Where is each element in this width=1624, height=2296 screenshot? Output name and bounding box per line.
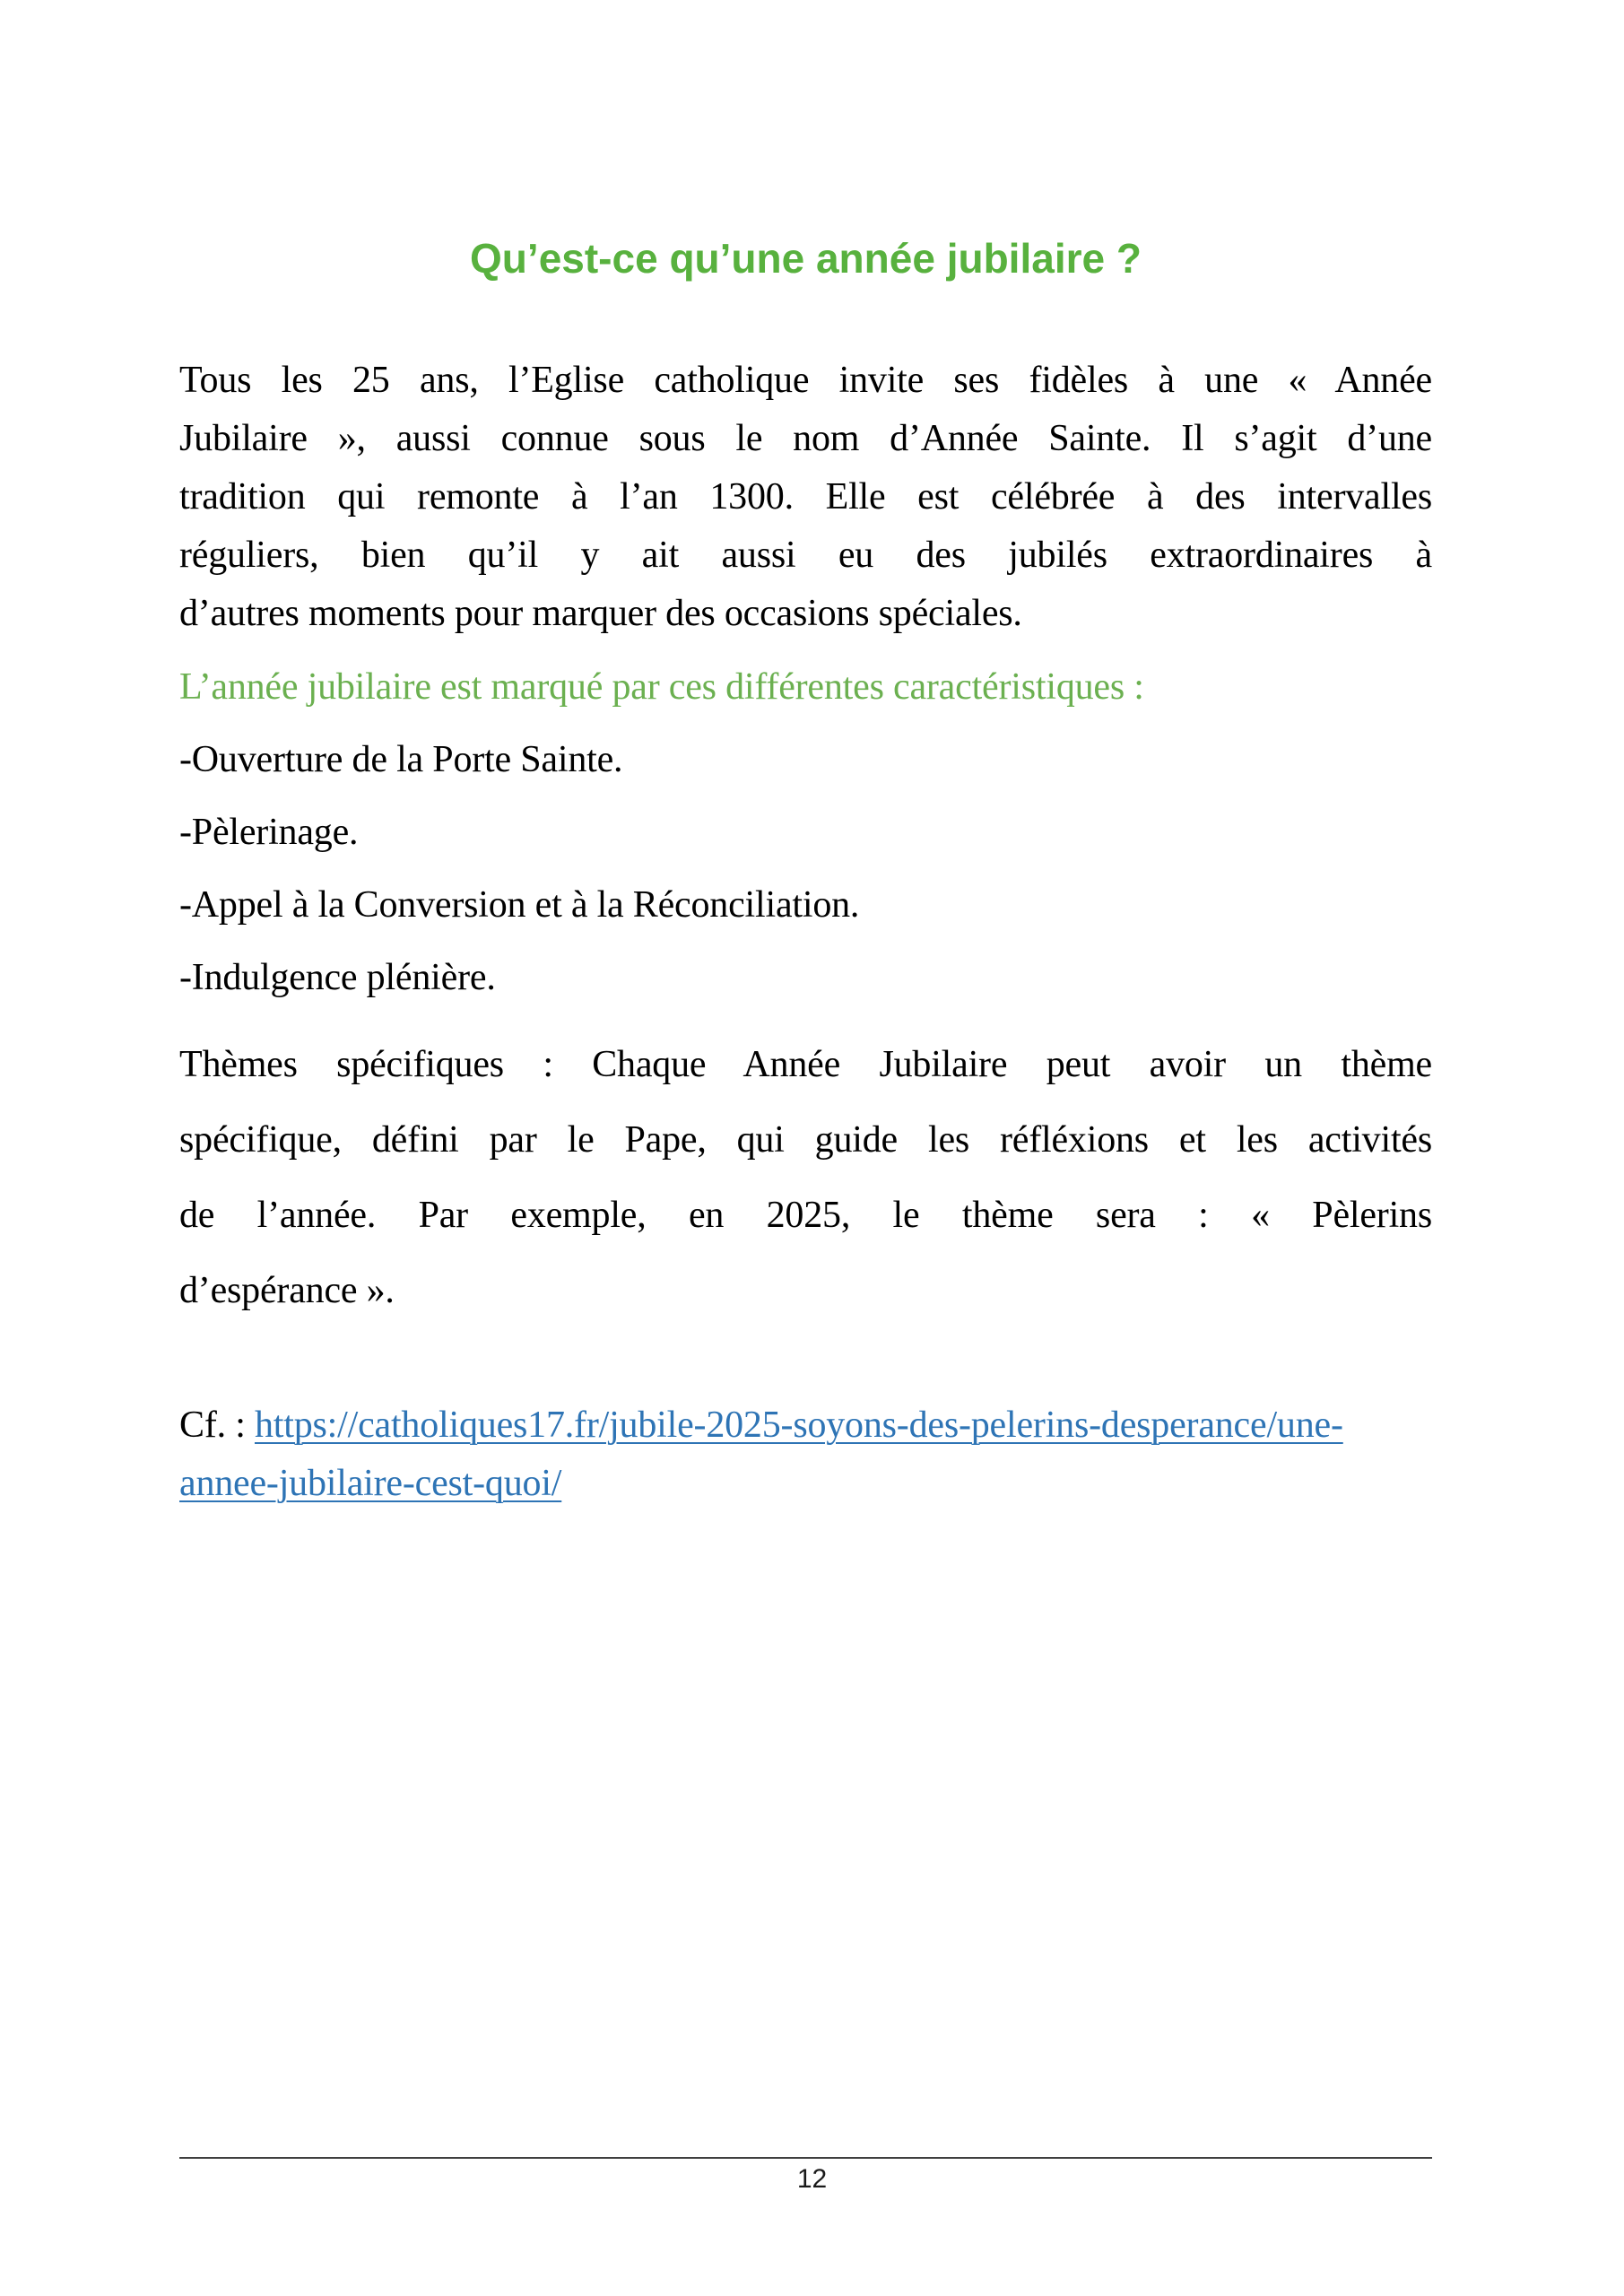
text-line: réguliers, bien qu’il y ait aussi eu des jubilés extraordinaires à: [179, 535, 1432, 576]
text-line: d’autres moments pour marquer des occasions spéciales.: [179, 593, 1022, 634]
reference-link-line[interactable]: https://catholiques17.fr/jubile-2025-soyons-des-pelerins-desperance/une-: [254, 1405, 1343, 1446]
section-subheading: L’année jubilaire est marqué par ces différentes caractéristiques :: [179, 666, 1144, 708]
reference-link-line[interactable]: annee-jubilaire-cest-quoi/: [179, 1463, 562, 1504]
text-line: de l’année. Par exemple, en 2025, le thème sera : « Pèlerins: [179, 1195, 1432, 1236]
text-line: Thèmes spécifiques : Chaque Année Jubilaire peut avoir un thème: [179, 1044, 1432, 1085]
page-title: Qu’est-ce qu’une année jubilaire ?: [470, 235, 1142, 282]
list-item: -Pèlerinage.: [179, 812, 359, 853]
reference-link[interactable]: [179, 1405, 1343, 1504]
paragraph-intro: [179, 352, 1432, 643]
text-line: spécifique, défini par le Pape, qui guide les réfléxions et les activités: [179, 1119, 1432, 1161]
paragraph-themes: [179, 1027, 1432, 1328]
characteristics-list: [179, 731, 1432, 1007]
list-item: -Appel à la Conversion et à la Réconciliation.: [179, 884, 860, 926]
text-line: d’espérance ».: [179, 1270, 395, 1311]
list-item: -Indulgence plénière.: [179, 957, 496, 998]
text-line: Tous les 25 ans, l’Eglise catholique invite ses fidèles à une « Année: [179, 360, 1432, 401]
list-item: -Ouverture de la Porte Sainte.: [179, 739, 623, 780]
footer-divider: [179, 2157, 1432, 2159]
text-line: tradition qui remonte à l’an 1300. Elle est célébrée à des intervalles: [179, 476, 1432, 517]
page-number: 12: [796, 2164, 828, 2194]
reference-note: [179, 1396, 1432, 1513]
reference-prefix: Cf. :: [179, 1405, 255, 1446]
text-line: Jubilaire », aussi connue sous le nom d’Année Sainte. Il s’agit d’une: [179, 418, 1432, 459]
